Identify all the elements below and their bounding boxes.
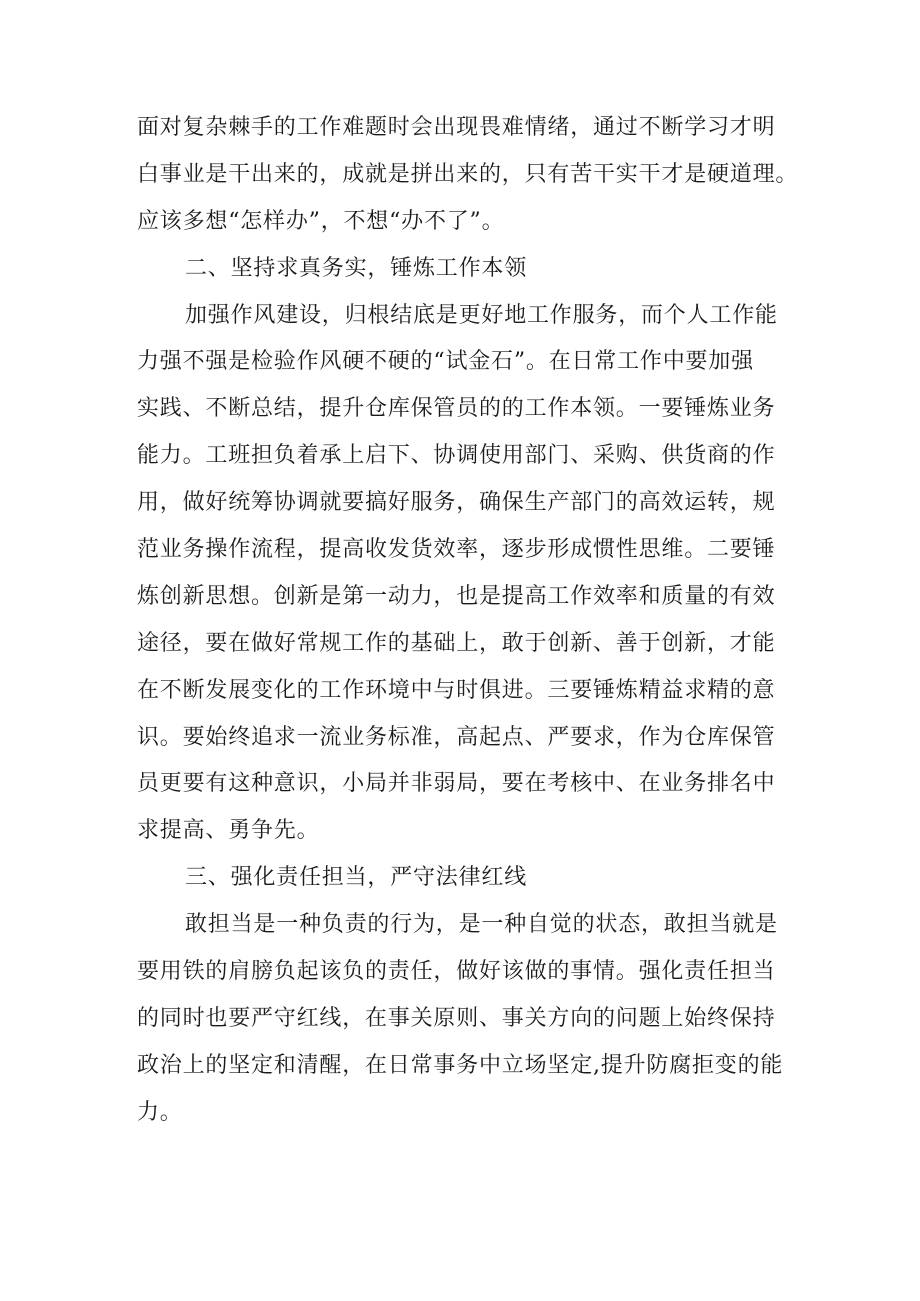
body-text-line: 识。要始终追求一流业务标准，高起点、严要求，作为仓库保管 bbox=[137, 724, 776, 750]
body-text-line: 面对复杂棘手的工作难题时会出现畏难情绪，通过不断学习才明 bbox=[137, 115, 776, 140]
body-text-line: 力强不强是检验作风硬不硬的“试金石”。在日常工作中要加强 bbox=[137, 349, 754, 375]
body-text-line: 员更要有这种意识，小局并非弱局，要在考核中、在业务排名中 bbox=[137, 771, 776, 797]
body-text-line: 实践、不断总结，提升仓库保管员的的工作本领。一要锤炼业务 bbox=[137, 396, 776, 422]
body-text-line: 范业务操作流程，提高收发货效率，逐步形成惯性思维。二要锤 bbox=[137, 537, 776, 563]
body-text-line: 求提高、勇争先。 bbox=[137, 818, 320, 844]
body-text-line: 政治上的坚定和清醒，在日常事务中立场坚定,提升防腐拒变的能 bbox=[137, 1052, 784, 1078]
body-text-line: 能力。工班担负着承上启下、协调使用部门、采购、供货商的作 bbox=[137, 443, 776, 469]
body-text-line: 力。 bbox=[137, 1099, 183, 1125]
body-text-line: 的同时也要严守红线，在事关原则、事关方向的问题上始终保持 bbox=[137, 1005, 776, 1031]
body-text-line: 敢担当是一种负责的行为，是一种自觉的状态，敢担当就是 bbox=[185, 912, 778, 938]
body-text-line: 用，做好统筹协调就要搞好服务，确保生产部门的高效运转，规 bbox=[137, 490, 776, 516]
body-text-line: 应该多想“怎样办”，不想“办不了”。 bbox=[137, 208, 505, 234]
section-heading-2: 二、坚持求真务实，锤炼工作本领 bbox=[185, 255, 528, 281]
document-body bbox=[137, 105, 797, 1137]
section-heading-3: 三、强化责任担当，严守法律红线 bbox=[185, 865, 528, 891]
body-text-line: 炼创新思想。创新是第一动力，也是提高工作效率和质量的有效 bbox=[137, 583, 776, 609]
body-text-line: 白事业是干出来的，成就是拼出来的，只有苦干实干才是硬道理。 bbox=[137, 161, 799, 187]
body-text-line: 途径，要在做好常规工作的基础上，敢于创新、善于创新，才能 bbox=[137, 630, 776, 656]
body-text-line: 加强作风建设，归根结底是更好地工作服务，而个人工作能 bbox=[185, 302, 778, 328]
body-text-line: 要用铁的肩膀负起该负的责任，做好该做的事情。强化责任担当 bbox=[137, 959, 776, 985]
body-text-line: 在不断发展变化的工作环境中与时俱进。三要锤炼精益求精的意 bbox=[137, 677, 776, 703]
